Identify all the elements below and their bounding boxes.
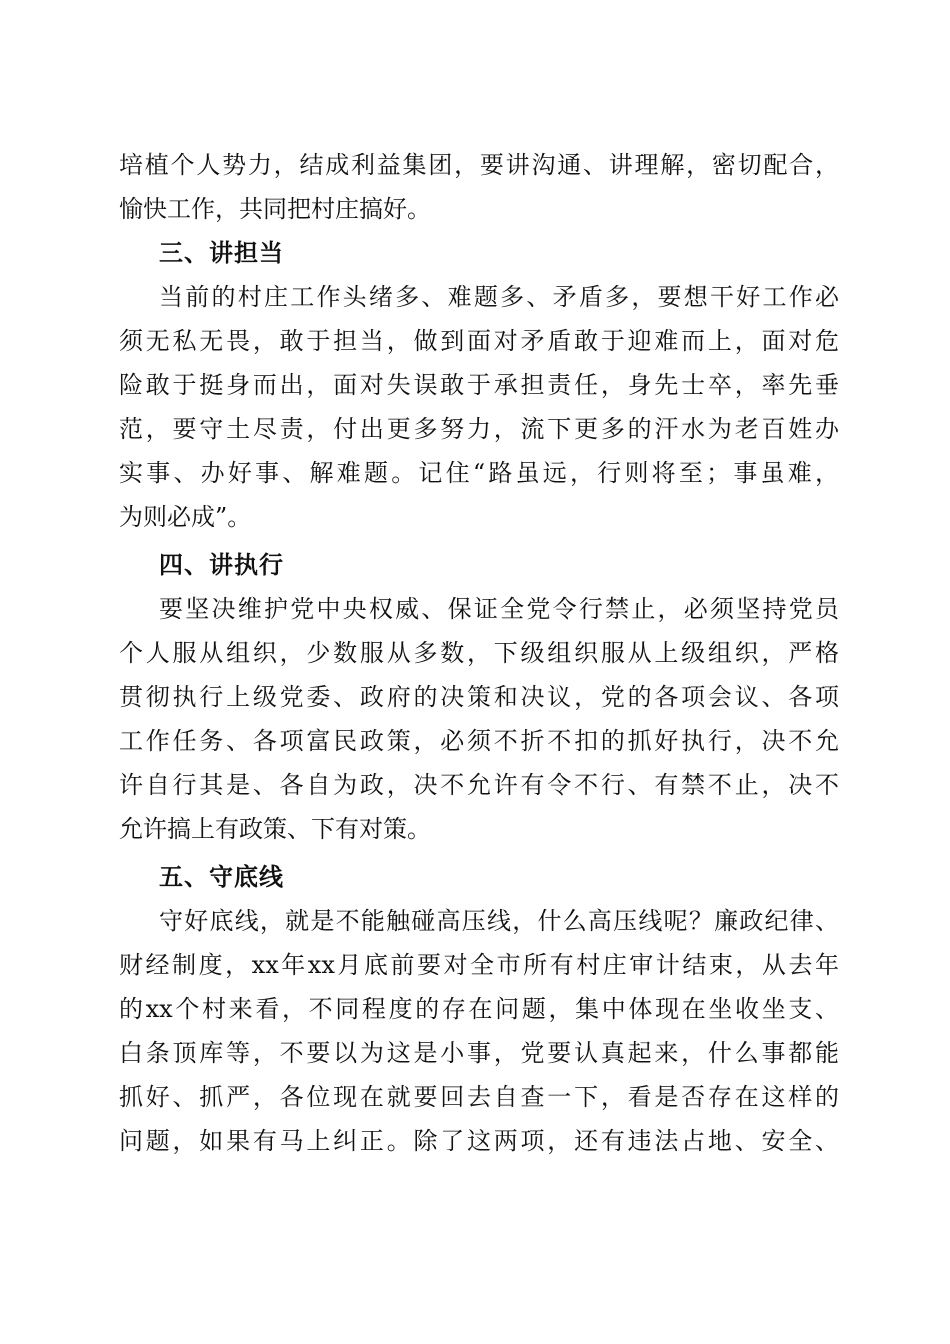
text-line: 抓好、抓严，各位现在就要回去自查一下，看是否存在这样的 — [119, 1083, 839, 1111]
text-line: 守好底线，就是不能触碰高压线，什么高压线呢？廉政纪律、 — [159, 907, 839, 935]
text-line: 为则必成”。 — [119, 503, 252, 531]
text-line: 贯彻执行上级党委、政府的决策和决议，党的各项会议、各项 — [119, 683, 839, 711]
text-line: 险敢于挺身而出，面对失误敢于承担责任，身先士卒，率先垂 — [119, 371, 839, 399]
section-heading-4: 四、讲执行 — [159, 551, 284, 579]
text-line: 实事、办好事、解难题。记住“路虽远，行则将至；事虽难， — [119, 459, 839, 487]
text-line: 愉快工作，共同把村庄搞好。 — [119, 195, 431, 223]
text-line: 工作任务、各项富民政策，必须不折不扣的抓好执行，决不允 — [119, 727, 839, 755]
section-heading-5: 五、守底线 — [159, 863, 284, 891]
section-heading-3: 三、讲担当 — [159, 239, 284, 267]
text-line: 培植个人势力，结成利益集团，要讲沟通、讲理解，密切配合， — [119, 151, 839, 179]
text-line: 须无私无畏，敢于担当，做到面对矛盾敢于迎难而上，面对危 — [119, 327, 839, 355]
text-line: 问题，如果有马上纠正。除了这两项，还有违法占地、安全、 — [119, 1127, 839, 1155]
text-line: 个人服从组织，少数服从多数，下级组织服从上级组织，严格 — [119, 639, 839, 667]
text-line: 的xx个村来看，不同程度的存在问题，集中体现在坐收坐支、 — [119, 995, 839, 1023]
text-line: 要坚决维护党中央权威、保证全党令行禁止，必须坚持党员 — [159, 595, 839, 623]
text-line: 允许搞上有政策、下有对策。 — [119, 815, 431, 843]
text-line: 白条顶库等，不要以为这是小事，党要认真起来，什么事都能 — [119, 1039, 839, 1067]
text-line: 许自行其是、各自为政，决不允许有令不行、有禁不止，决不 — [119, 771, 839, 799]
text-line: 财经制度，xx年xx月底前要对全市所有村庄审计结束，从去年 — [119, 951, 839, 979]
text-line: 当前的村庄工作头绪多、难题多、矛盾多，要想干好工作必 — [159, 283, 839, 311]
text-line: 范，要守土尽责，付出更多努力，流下更多的汗水为老百姓办 — [119, 415, 839, 443]
